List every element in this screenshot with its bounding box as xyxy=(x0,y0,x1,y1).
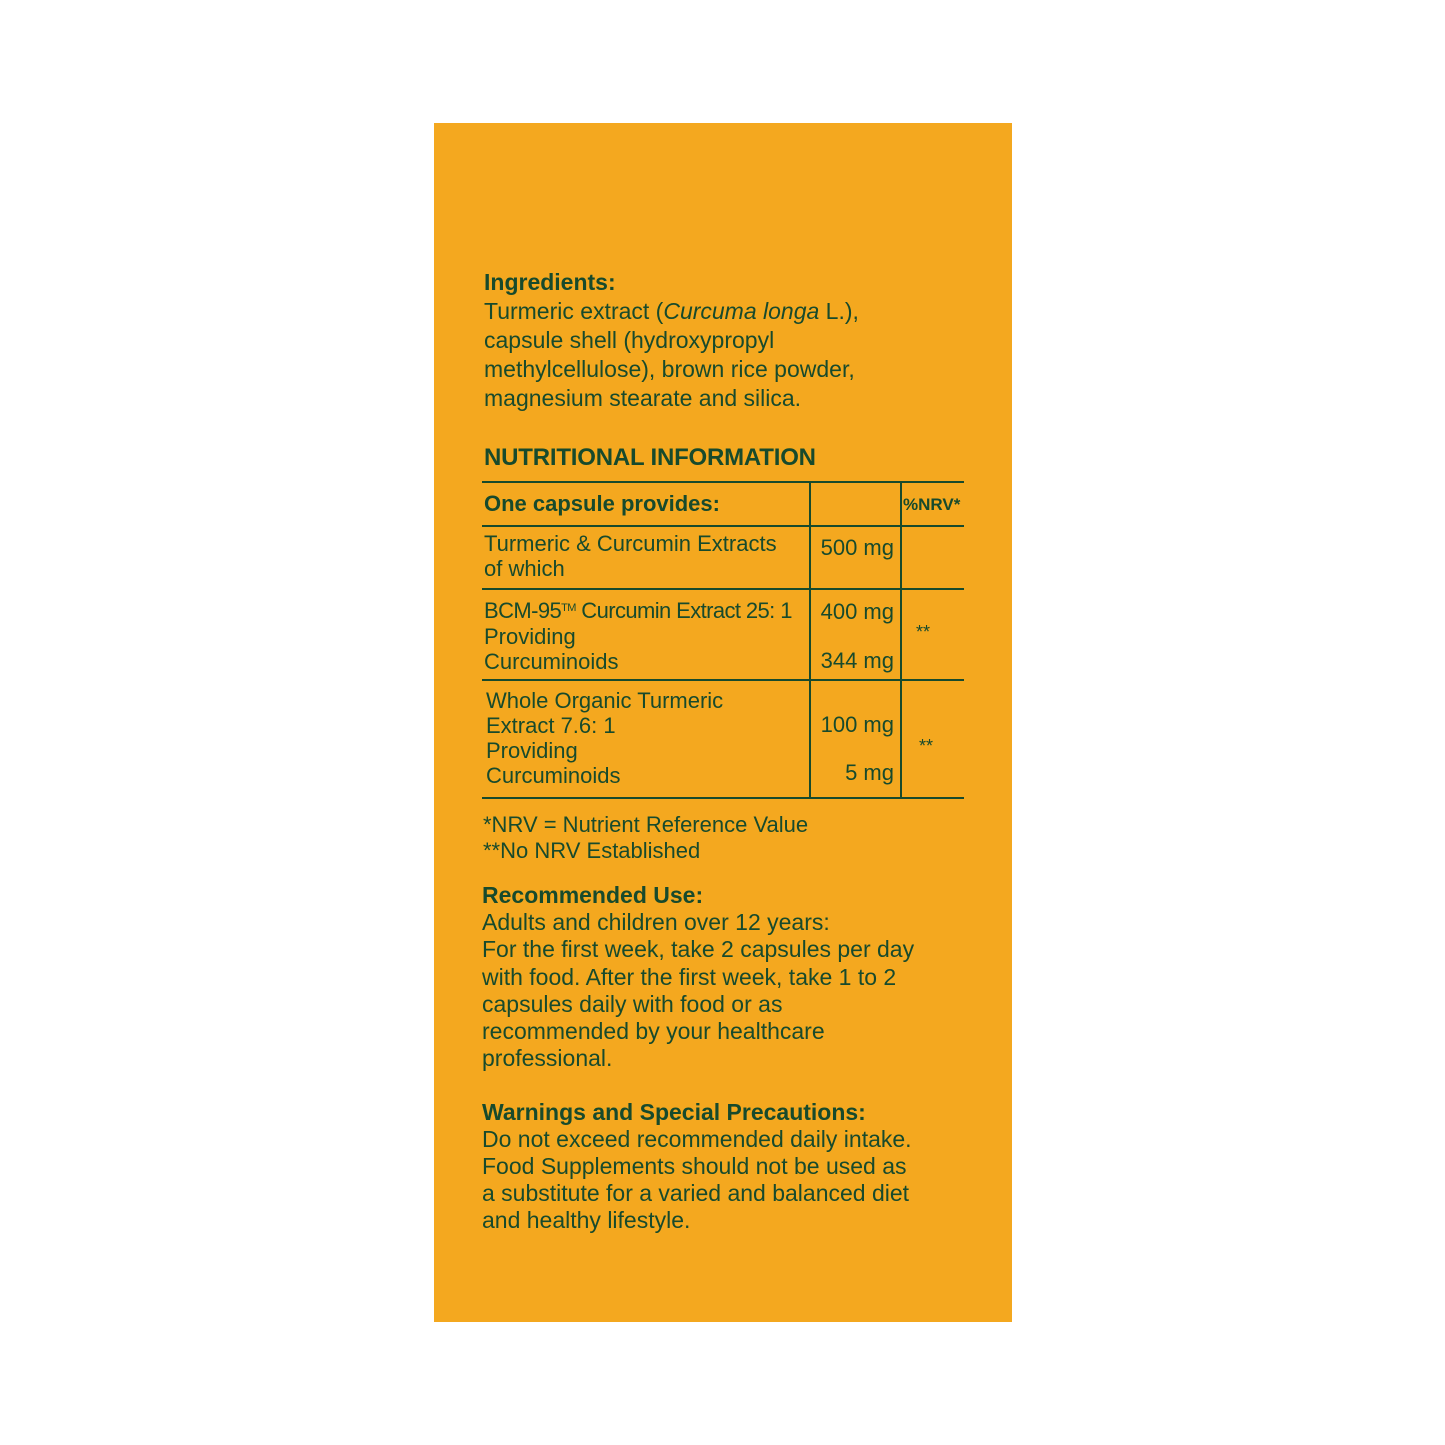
table-divider xyxy=(900,481,902,797)
table-divider xyxy=(809,481,811,797)
recommended-use-section xyxy=(482,882,982,1072)
nutrition-title: NUTRITIONAL INFORMATION xyxy=(484,444,816,471)
table-row-2-amount-sub: 344 mg xyxy=(820,648,894,673)
table-rule xyxy=(482,588,964,590)
table-row-2-nrv: ** xyxy=(916,622,931,642)
table-header-label: One capsule provides: xyxy=(484,491,720,516)
nrv-note-1: *NRV = Nutrient Reference Value xyxy=(483,812,809,837)
table-row-2-label-2: Providing xyxy=(484,624,576,649)
table-row-2-amount: 400 mg xyxy=(820,599,894,624)
table-row-3-amount: 100 mg xyxy=(820,712,894,737)
recommended-heading: Recommended Use: xyxy=(482,882,704,908)
table-row-3-label-4: Curcuminoids xyxy=(486,763,621,788)
product-name-rest: Curcumin Extract 25: 1 xyxy=(575,598,792,623)
table-row-3-nrv: ** xyxy=(919,736,934,756)
latin-name: Curcuma longa xyxy=(663,298,820,324)
warnings-line: Food Supplements should not be used as xyxy=(482,1153,907,1179)
ingredients-line-2: capsule shell (hydroxypropyl xyxy=(484,327,775,353)
recommended-line: capsules daily with food or as xyxy=(482,990,783,1017)
table-row-1-label-2: of which xyxy=(484,556,565,581)
table-row-3-label-3: Providing xyxy=(486,738,578,763)
table-row-2-label-1 xyxy=(484,598,792,623)
warnings-section xyxy=(482,1099,982,1234)
recommended-line: For the first week, take 2 capsules per day xyxy=(482,936,915,963)
recommended-line: Adults and children over 12 years: xyxy=(482,909,830,936)
table-row-3-label-2: Extract 7.6: 1 xyxy=(486,713,616,738)
table-header-nrv: %NRV* xyxy=(903,495,961,514)
nutrition-table xyxy=(482,481,964,801)
ingredients-section xyxy=(484,268,954,413)
table-rule xyxy=(482,481,964,483)
table-row-1-amount: 500 mg xyxy=(820,535,894,560)
table-rule xyxy=(482,797,964,799)
warnings-heading: Warnings and Special Precautions: xyxy=(482,1099,866,1125)
table-row-1-label-1: Turmeric & Curcumin Extracts xyxy=(484,531,777,556)
warnings-line: and healthy lifestyle. xyxy=(482,1207,691,1233)
ingredients-line-3: methylcellulose), brown rice powder, xyxy=(484,356,855,382)
ingredients-text: L.), xyxy=(819,298,859,324)
table-rule xyxy=(482,525,964,527)
table-row-3-amount-sub: 5 mg xyxy=(845,760,894,785)
nrv-note-2: **No NRV Established xyxy=(483,838,701,863)
ingredients-line-1 xyxy=(484,297,954,326)
recommended-line: with food. After the first week, take 1 to 2 xyxy=(482,963,897,990)
table-row-2-label-3: Curcuminoids xyxy=(484,649,619,674)
nrv-notes xyxy=(483,812,808,864)
recommended-line: recommended by your healthcare xyxy=(482,1018,825,1045)
ingredients-text: Turmeric extract ( xyxy=(484,298,664,324)
product-name: BCM-95 xyxy=(484,598,562,623)
recommended-line: professional. xyxy=(482,1045,613,1072)
ingredients-line-4: magnesium stearate and silica. xyxy=(484,385,802,411)
ingredients-heading: Ingredients: xyxy=(484,269,616,295)
trademark-mark: TM xyxy=(561,602,576,614)
warnings-line: Do not exceed recommended daily intake. xyxy=(482,1126,912,1152)
table-row-3-label-1: Whole Organic Turmeric xyxy=(486,688,724,713)
table-rule xyxy=(482,679,964,681)
warnings-line: a substitute for a varied and balanced diet xyxy=(482,1180,910,1206)
